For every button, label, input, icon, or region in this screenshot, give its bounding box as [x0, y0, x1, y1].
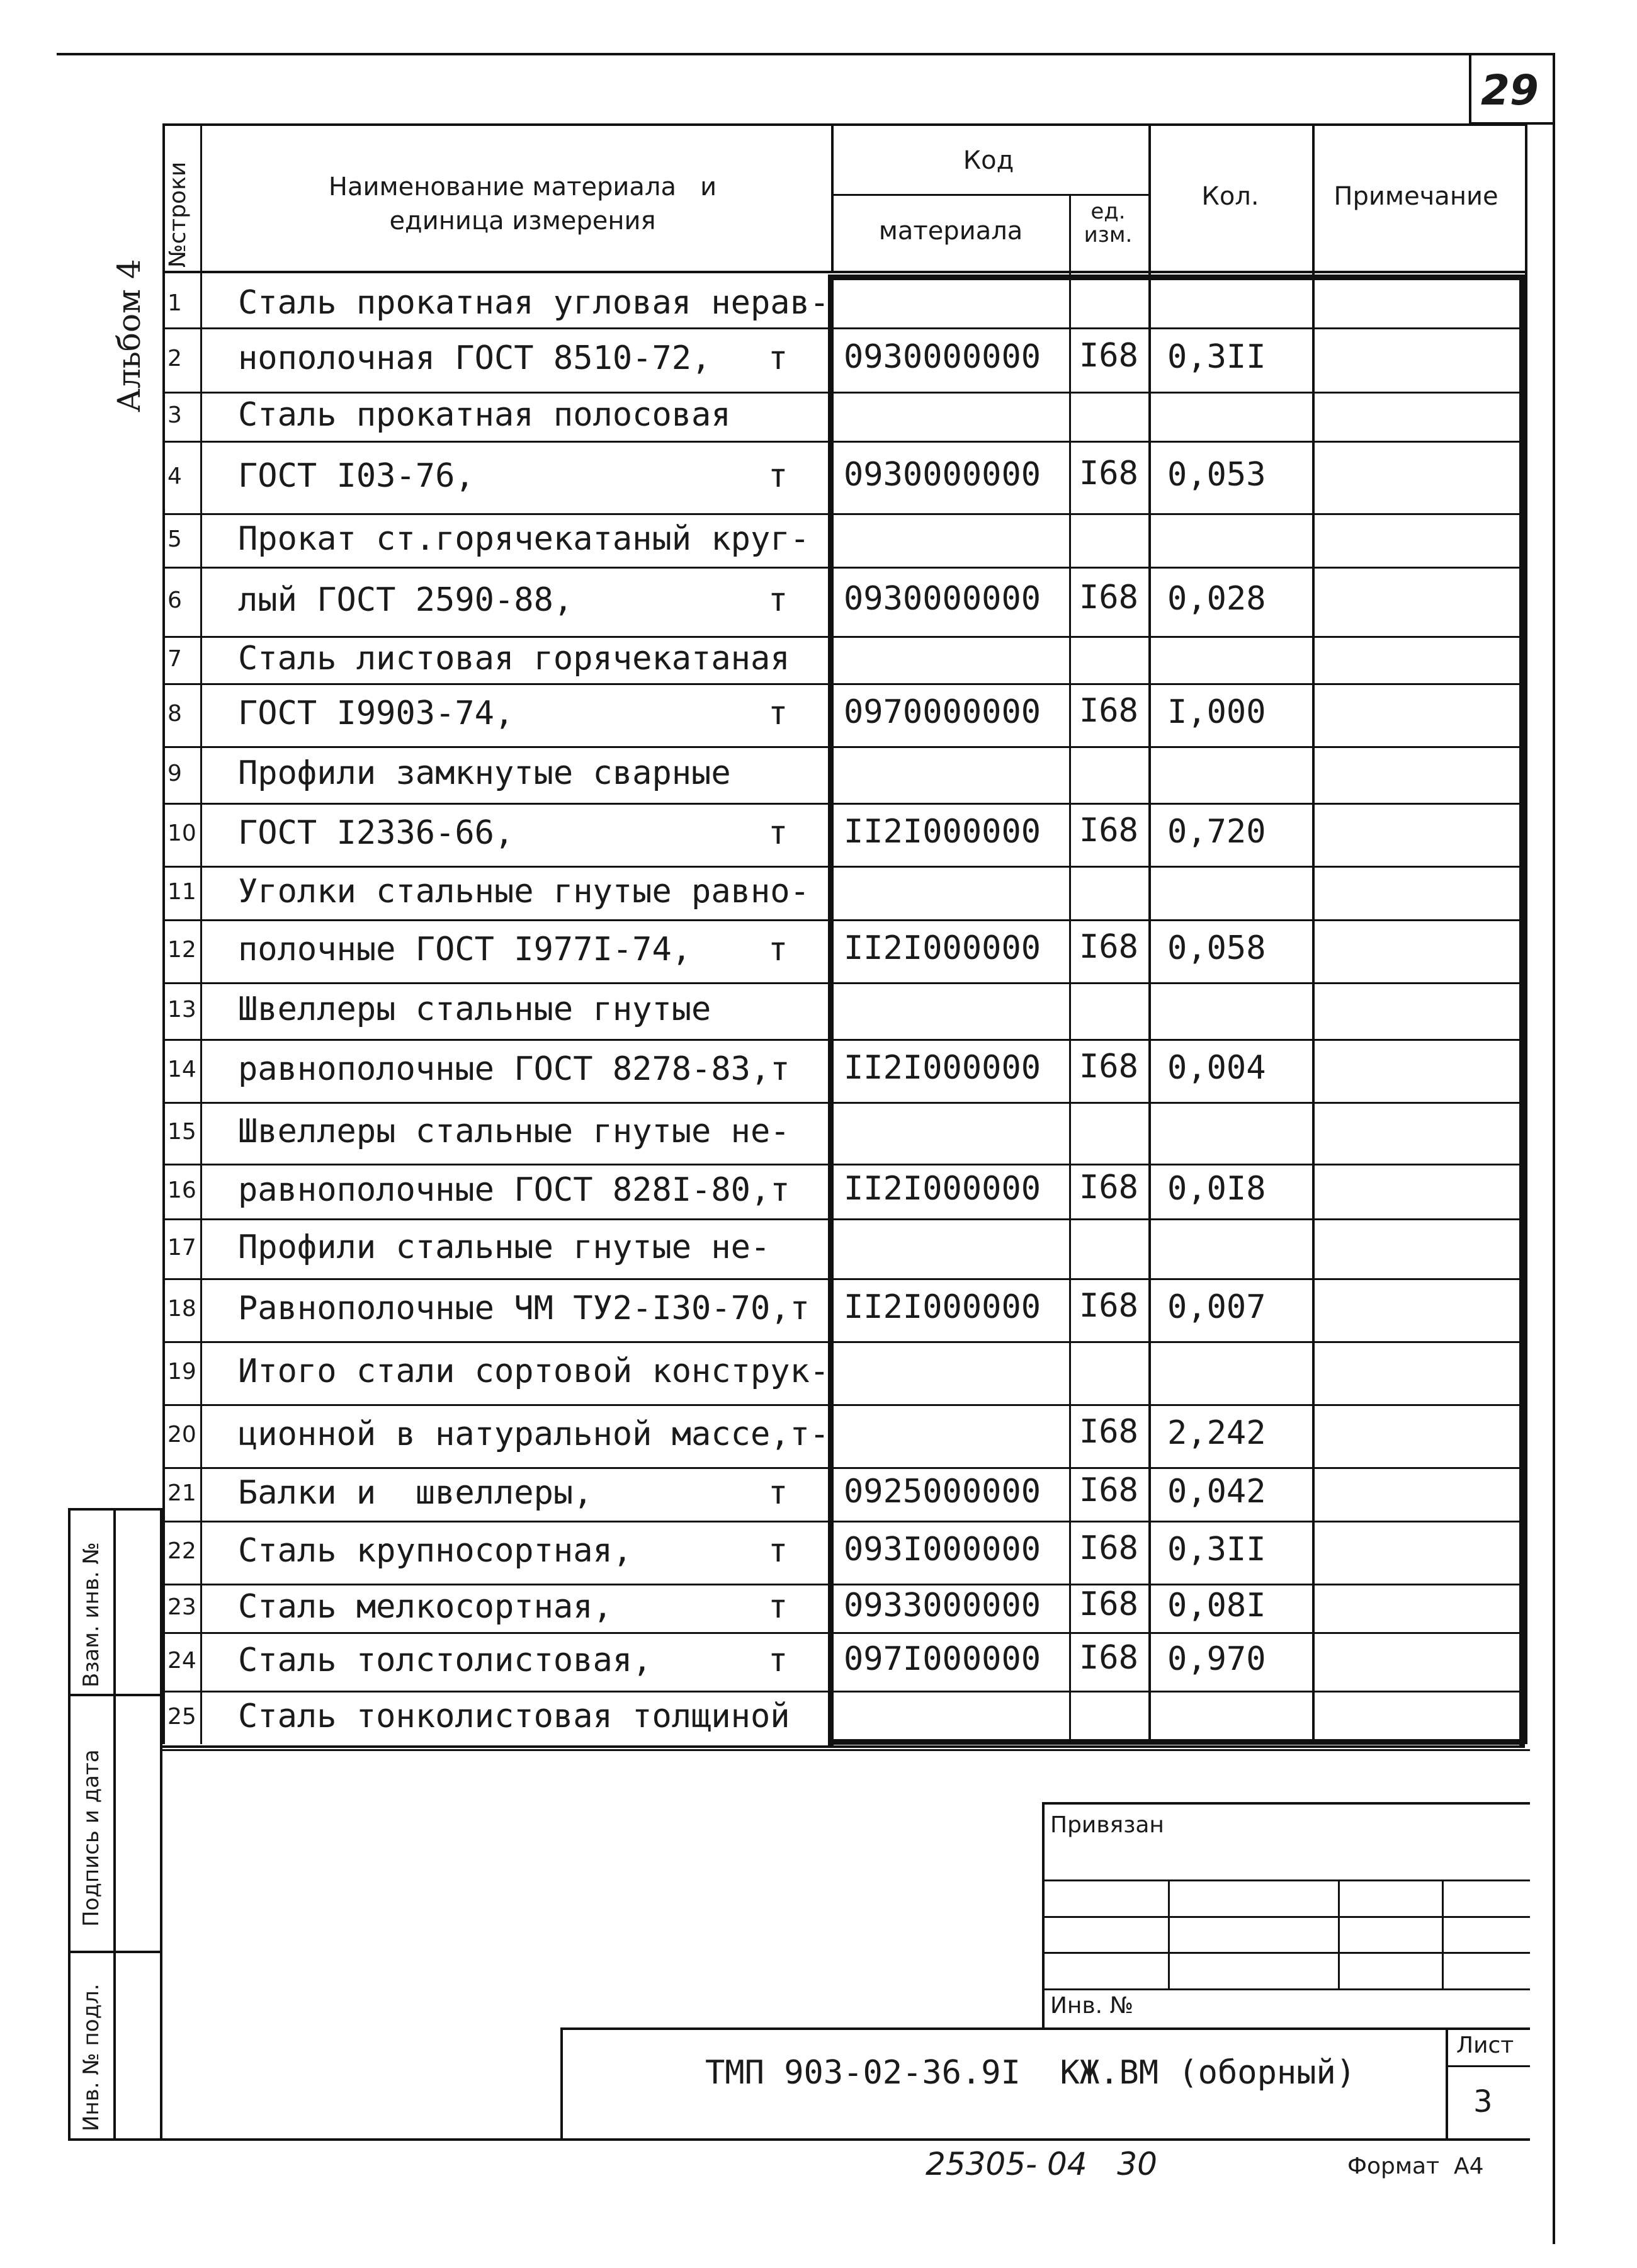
table-bottom-line-ext — [162, 1749, 1530, 1751]
row-number: 19 — [167, 1359, 196, 1385]
row-divider — [162, 1218, 1525, 1220]
table-row — [0, 513, 1637, 567]
row-number: 8 — [167, 701, 182, 727]
unit-code: I68 — [1079, 455, 1138, 492]
stamp-list-value: 3 — [1473, 2084, 1493, 2119]
table-row — [0, 1404, 1637, 1467]
header-code: Код — [963, 146, 1014, 175]
unit-code: I68 — [1079, 1639, 1138, 1677]
row-number: 11 — [167, 879, 196, 905]
table-row — [0, 746, 1637, 803]
material-name: Сталь крупносортная, — [238, 1532, 633, 1570]
row-number: 22 — [167, 1538, 196, 1564]
side-strip-div2 — [68, 1951, 162, 1953]
table-row — [0, 636, 1637, 683]
stamp-document-code: ТМП 903-02-36.9I КЖ.ВМ (оборный) — [705, 2054, 1356, 2092]
material-name: Сталь мелкосортная, — [238, 1588, 613, 1626]
table-row — [0, 280, 1637, 327]
material-code: II2I000000 — [844, 929, 1041, 967]
row-divider — [162, 919, 1525, 921]
material-code: 0930000000 — [844, 456, 1041, 494]
row-number: 6 — [167, 587, 182, 613]
row-divider — [162, 1467, 1525, 1469]
header-code-unit: ед. изм. — [1084, 199, 1133, 248]
table-row — [0, 1341, 1637, 1404]
footer-format: Формат А4 — [1347, 2153, 1484, 2179]
stamp-line-d — [1042, 1988, 1530, 1990]
header-code-split — [831, 194, 1148, 196]
material-name: Сталь толстолистовая, — [238, 1641, 652, 1679]
page-number-box-left — [1469, 54, 1471, 123]
unit-code: I68 — [1079, 337, 1138, 375]
table-bottom-line — [162, 1745, 1525, 1748]
table-row — [0, 1164, 1637, 1218]
unit-code: I68 — [1079, 1048, 1138, 1086]
list-box-div — [1446, 2065, 1530, 2067]
material-name: Сталь тонколистовая толщиной — [238, 1698, 790, 1735]
quantity: I,000 — [1167, 693, 1266, 731]
stamp-list-label: Лист — [1456, 2033, 1514, 2058]
material-name: Сталь листовая горячекатаная — [238, 640, 790, 678]
row-divider — [162, 392, 1525, 394]
unit-letter: т — [768, 931, 788, 968]
table-row — [0, 1102, 1637, 1164]
row-divider — [162, 1584, 1525, 1585]
row-divider — [162, 746, 1525, 748]
material-name: ционной в натуральной массе,т- — [238, 1415, 830, 1453]
frame-bottom-line — [68, 2138, 1530, 2141]
row-number: 13 — [167, 997, 196, 1023]
table-row — [0, 1218, 1637, 1278]
stamp-inv-no: Инв. № — [1050, 1993, 1134, 2019]
table-row — [0, 1632, 1637, 1691]
unit-code: I68 — [1079, 928, 1138, 966]
footer-handwritten-number: 25305- 04 30 — [926, 2146, 1157, 2182]
table-row — [0, 1521, 1637, 1584]
row-number: 25 — [167, 1704, 196, 1730]
material-code: 0925000000 — [844, 1473, 1041, 1511]
header-name: Наименование материала и единица измерения — [328, 173, 717, 235]
row-number: 14 — [167, 1057, 196, 1082]
row-number: 1 — [167, 290, 182, 316]
table-row — [0, 1691, 1637, 1744]
side-strip-div1 — [68, 1694, 162, 1696]
side-label-inv-podl: Инв. № подл. — [79, 1983, 104, 2131]
stamp-col-1 — [1168, 1880, 1170, 1990]
quantity: 0,004 — [1167, 1049, 1266, 1087]
row-number: 20 — [167, 1422, 196, 1448]
row-divider — [162, 636, 1525, 638]
material-name: нополочная ГОСТ 8510-72, — [238, 339, 711, 377]
album-label: Альбом 4 — [111, 259, 147, 412]
unit-letter: т — [768, 457, 788, 495]
material-code: 097I000000 — [844, 1640, 1041, 1678]
table-row — [0, 1039, 1637, 1102]
unit-letter: т — [768, 339, 788, 377]
table-row — [0, 919, 1637, 982]
header-top-line — [162, 123, 1525, 126]
quantity: 0,007 — [1167, 1288, 1266, 1326]
row-number: 24 — [167, 1648, 196, 1674]
unit-code: I68 — [1079, 692, 1138, 730]
quantity: 0,028 — [1167, 580, 1266, 618]
quantity: 0,720 — [1167, 813, 1266, 851]
row-number: 9 — [167, 761, 182, 786]
material-name: Уголки стальные гнутые равно- — [238, 873, 810, 910]
row-divider — [162, 567, 1525, 569]
unit-letter: т — [768, 695, 788, 732]
table-row — [0, 392, 1637, 441]
stamp-line-a — [1042, 1880, 1530, 1881]
unit-code: I68 — [1079, 1529, 1138, 1567]
side-strip-top — [68, 1508, 162, 1511]
material-code: 0930000000 — [844, 580, 1041, 618]
material-name: ГОСТ I2336-66, — [238, 814, 514, 852]
quantity: 0,08I — [1167, 1587, 1266, 1624]
side-strip-mid — [113, 1508, 116, 2141]
row-number: 10 — [167, 820, 196, 846]
material-code: 0970000000 — [844, 693, 1041, 731]
header-qty: Кол. — [1201, 182, 1259, 211]
stamp-line-c — [1042, 1952, 1530, 1954]
stamp-col-2 — [1338, 1880, 1340, 1990]
list-box-left — [1446, 2027, 1448, 2140]
row-divider — [162, 982, 1525, 984]
header-bottom-line — [162, 271, 1525, 273]
table-row — [0, 567, 1637, 636]
material-code: II2I000000 — [844, 1288, 1041, 1326]
frame-left-line — [160, 1508, 162, 2141]
quantity: 0,3II — [1167, 338, 1266, 376]
row-number: 2 — [167, 346, 182, 371]
quantity: 2,242 — [1167, 1414, 1266, 1452]
table-row — [0, 866, 1637, 919]
table-row — [0, 1584, 1637, 1632]
quantity: 0,042 — [1167, 1473, 1266, 1511]
material-name: полочные ГОСТ I977I-74, — [238, 931, 692, 968]
quantity: 0,970 — [1167, 1640, 1266, 1678]
material-name: Сталь прокатная угловая нерав- — [238, 284, 830, 322]
doc-box-left — [560, 2027, 563, 2140]
row-number: 7 — [167, 646, 182, 672]
quantity: 0,0I8 — [1167, 1170, 1266, 1208]
row-divider — [162, 803, 1525, 805]
unit-code: I68 — [1079, 812, 1138, 849]
unit-code: I68 — [1079, 1287, 1138, 1325]
stamp-col-3 — [1442, 1880, 1444, 1990]
material-code: 093I000000 — [844, 1531, 1041, 1568]
material-name: лый ГОСТ 2590-88, — [238, 581, 574, 619]
row-divider — [162, 1521, 1525, 1522]
row-number: 16 — [167, 1177, 196, 1203]
material-code: II2I000000 — [844, 1049, 1041, 1087]
material-code: 0933000000 — [844, 1587, 1041, 1624]
side-label-podpis: Подпись и дата — [79, 1749, 104, 1927]
material-name: равнополочные ГОСТ 828I-80,т — [238, 1171, 790, 1209]
material-name: Балки и швеллеры, — [238, 1474, 593, 1512]
material-code: 0930000000 — [844, 338, 1041, 376]
unit-letter: т — [768, 814, 788, 852]
unit-letter: т — [768, 1474, 788, 1512]
body-top-thick — [831, 275, 1525, 280]
top-border — [57, 53, 1555, 55]
unit-code: I68 — [1079, 1471, 1138, 1509]
material-code: II2I000000 — [844, 1170, 1041, 1208]
table-row — [0, 803, 1637, 866]
row-number: 12 — [167, 937, 196, 963]
material-name: Швеллеры стальные гнутые не- — [238, 1113, 790, 1150]
side-strip-left — [68, 1508, 71, 2141]
header-note: Примечание — [1334, 182, 1498, 211]
stamp-top-line — [1042, 1802, 1530, 1805]
row-divider — [162, 1102, 1525, 1104]
table-row — [0, 327, 1637, 392]
material-name: Профили стальные гнутые не- — [238, 1228, 771, 1266]
stamp-privyazan: Привязан — [1050, 1812, 1164, 1838]
unit-code: I68 — [1079, 1169, 1138, 1206]
header-code-material: материала — [878, 217, 1023, 246]
row-divider — [162, 1632, 1525, 1634]
row-divider — [162, 441, 1525, 443]
material-name: равнополочные ГОСТ 8278-83,т — [238, 1050, 790, 1088]
row-number: 23 — [167, 1594, 196, 1620]
row-divider — [162, 866, 1525, 868]
row-divider — [162, 1164, 1525, 1165]
row-number: 17 — [167, 1235, 196, 1261]
row-divider — [162, 1404, 1525, 1406]
material-name: Прокат ст.горячекатаный круг- — [238, 520, 810, 558]
side-label-vzam: Взам. инв. № — [79, 1542, 104, 1687]
unit-code: I68 — [1079, 1413, 1138, 1451]
row-divider — [162, 683, 1525, 685]
row-divider — [162, 1039, 1525, 1041]
table-row — [0, 982, 1637, 1039]
unit-code: I68 — [1079, 1585, 1138, 1623]
stamp-left-line — [1042, 1802, 1045, 2029]
stamp-line-b — [1042, 1916, 1530, 1918]
row-divider — [162, 1278, 1525, 1280]
row-number: 4 — [167, 463, 182, 489]
row-number: 15 — [167, 1119, 196, 1145]
row-number: 5 — [167, 526, 182, 552]
material-name: Равнополочные ЧМ ТУ2-I30-70,т — [238, 1290, 810, 1327]
material-code: II2I000000 — [844, 813, 1041, 851]
material-name: ГОСТ I03-76, — [238, 457, 475, 495]
row-divider — [162, 513, 1525, 515]
row-number: 21 — [167, 1480, 196, 1506]
row-divider — [162, 1691, 1525, 1692]
row-divider — [162, 1341, 1525, 1343]
quantity: 0,3II — [1167, 1531, 1266, 1568]
row-divider — [162, 327, 1525, 329]
row-number: 3 — [167, 402, 182, 428]
material-name: Итого стали сортовой конструк- — [238, 1352, 830, 1390]
quantity: 0,058 — [1167, 929, 1266, 967]
row-number: 18 — [167, 1296, 196, 1322]
quantity: 0,053 — [1167, 456, 1266, 494]
material-name: Сталь прокатная полосовая — [238, 396, 731, 434]
table-row — [0, 1278, 1637, 1341]
material-name: Швеллеры стальные гнутые — [238, 990, 711, 1028]
table-row — [0, 683, 1637, 746]
unit-letter: т — [768, 581, 788, 619]
table-row — [0, 1467, 1637, 1521]
unit-code: I68 — [1079, 579, 1138, 616]
table-row — [0, 441, 1637, 513]
unit-letter: т — [768, 1588, 788, 1626]
material-name: ГОСТ I9903-74, — [238, 695, 514, 732]
page-number: 29 — [1481, 66, 1539, 115]
doc-box-top — [560, 2027, 1530, 2030]
unit-letter: т — [768, 1641, 788, 1679]
unit-letter: т — [768, 1532, 788, 1570]
material-name: Профили замкнутые сварные — [238, 754, 731, 792]
header-row-number: №строки — [165, 161, 191, 268]
